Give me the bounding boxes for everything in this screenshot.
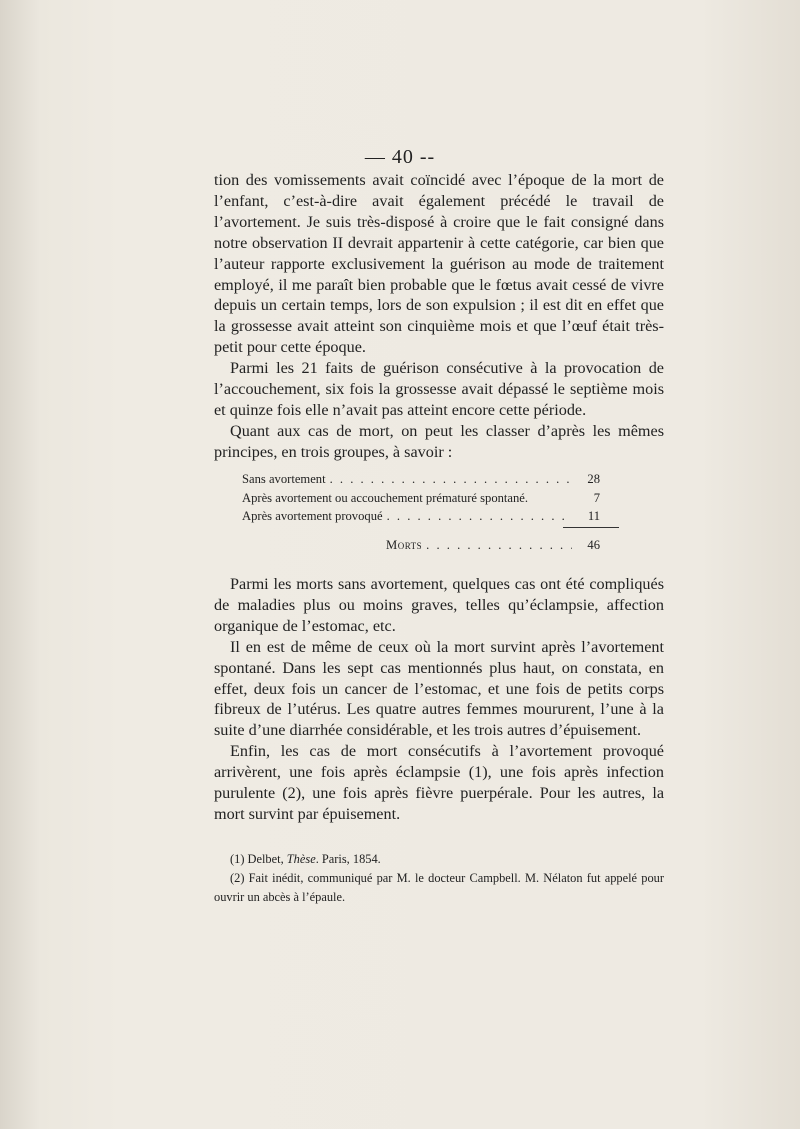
footnote-1 xyxy=(214,850,664,869)
table-total-label: Morts xyxy=(386,538,423,552)
leader-dots xyxy=(426,536,572,554)
footnote-2: (2) Fait inédit, communiqué par M. le docteur Campbell. M. Nélaton fut appelé pour ouvrir un abcès à l’épaule. xyxy=(214,871,664,904)
paragraph: Parmi les 21 faits de guérison consécutive à la provocation de l’accouchement, six fois la grossesse avait dépassé le septième mois et quinze fois elle n’avait pas atteint encore cette période. xyxy=(214,359,664,419)
paragraph: Enfin, les cas de mort consécutifs à l’avortement provoqué arrivèrent, une fois après éclampsie (1), une fois après infection purulente (2), une fois après fièvre puerpérale. Pour les autres, la mort survint par épuisement. xyxy=(214,742,664,823)
footnote-1-title: Thèse xyxy=(286,852,316,866)
paragraph: tion des vomissements avait coïncidé avec l’époque de la mort de l’enfant, c’est-à-dire avait également précédé le travail de l’avortement. Je suis très-disposé à croire que le fait consigné dans notre observation II devrait appartenir à cette catégorie, car bien que l’auteur rapporte exclusivement la guérison au mode de traitement employé, il me paraît bien probable que le fœtus avait cessé de vivre depuis un certain temps, lors de son expulsion ; il est dit en effet que la grossesse avait atteint son cinquième mois et que l’œuf était très-petit pour cette époque. xyxy=(214,171,664,357)
table-row xyxy=(242,507,600,526)
table-total-value: 46 xyxy=(587,538,600,552)
table-row-label: Après avortement ou accouchement prématuré spontané. xyxy=(242,490,529,505)
leader-dots xyxy=(387,507,572,526)
mortality-table xyxy=(242,470,600,526)
body-text-top xyxy=(214,170,664,463)
table-row xyxy=(242,489,600,508)
table-row xyxy=(242,470,600,489)
table-row-value: 11 xyxy=(587,509,600,523)
table-row-value: 7 xyxy=(593,490,600,505)
page-number: — 40 -- xyxy=(364,146,436,168)
total-rule xyxy=(563,527,619,528)
paragraph: Il en est de même de ceux où la mort survint après l’avortement spontané. Dans les sept cas mentionnés plus haut, on constata, en effet, deux fois un cancer de l’estomac, et une fois de petits corps fibreux de l’utérus. Les quatre autres femmes moururent, l’une à la suite d’une diarrhée considérable, et les trois autres d’épuisement. xyxy=(214,637,664,740)
body-text-bottom xyxy=(214,574,664,825)
table-row-label: Après avortement provoqué xyxy=(242,509,383,523)
footnotes xyxy=(214,850,664,907)
paragraph: Parmi les morts sans avortement, quelques cas ont été compliqués de maladies plus ou moins graves, telles qu’éclampsie, affection organique de l’estomac, etc. xyxy=(214,575,664,635)
leader-dots xyxy=(330,470,572,489)
table-row-value: 28 xyxy=(587,472,600,486)
footnote-1-text-end: . Paris, 1854. xyxy=(315,852,381,866)
table-row-label: Sans avortement xyxy=(242,472,326,486)
footnote-1-text: (1) Delbet, xyxy=(230,852,287,866)
table-total-row xyxy=(386,536,600,554)
paragraph: Quant aux cas de mort, on peut les classer d’après les mêmes principes, en trois groupes, à savoir : xyxy=(214,421,664,461)
